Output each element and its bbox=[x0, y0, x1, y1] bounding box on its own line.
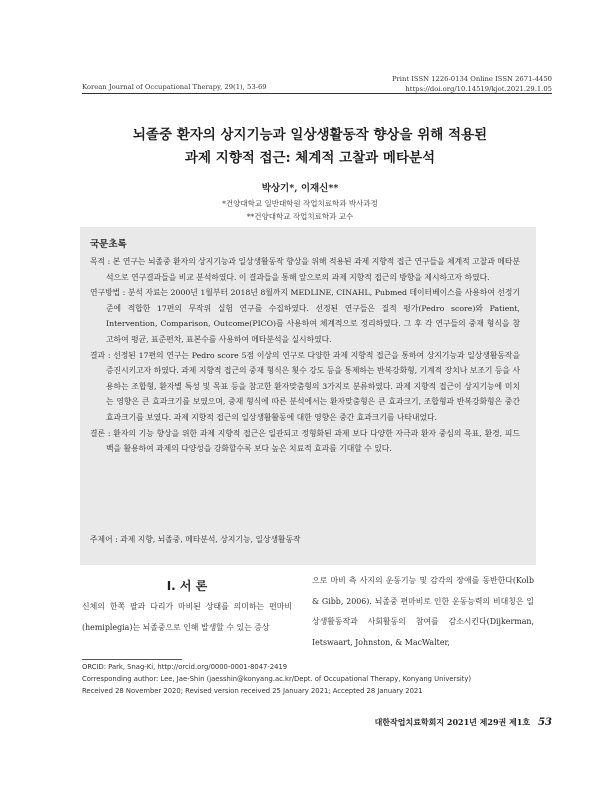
article-title bbox=[60, 124, 560, 170]
issn-line: Print ISSN 1226-0134 Online ISSN 2671-4450 bbox=[391, 75, 552, 83]
page-number: 53 bbox=[538, 717, 552, 728]
journal-identifiers bbox=[392, 74, 552, 94]
authors: 박상기*, 이재신** bbox=[261, 183, 339, 194]
header-rule bbox=[82, 93, 552, 94]
affiliation-1: *건양대학교 일반대학원 작업치료학과 박사과정 bbox=[222, 199, 378, 208]
title-line-2: 과제 지향적 접근: 체계적 고찰과 메타분석 bbox=[184, 150, 436, 166]
title-line-1: 뇌졸중 환자의 상지기능과 일상생활동작 향상을 위해 적용된 bbox=[132, 127, 488, 143]
abstract-body bbox=[90, 254, 520, 457]
abstract-title: 국문초록 bbox=[90, 239, 127, 250]
abstract-methods: 연구방법 : 분석 자료는 2000년 1월부터 2018년 8월까지 MEDLINE, CINAHL, Pubmed 데이터베이스를 사용하여 선정기준에 적합한 17편의 무작위 실험 연구를 수집하였다. 선정된 연구들은 질적 평가(Pedro score)와 Patient, Intervention, Comparison, Outcome(PICO)를 사용하여 체계적으로 정리하였다. 그 후 각 연구들의 중재 형식을 참고하여 평균, 표준편차, 표본수를 사용하여 메타분석을 실시하였다. bbox=[90, 288, 520, 344]
footnote-rule bbox=[82, 659, 182, 660]
intro-right-column: 으로 마비 측 사지의 운동기능 및 감각의 장애를 동반한다(Kolb & Gibb, 2006). 뇌졸중 편마비로 인한 운동능력의 비대칭은 일상생활동작과 사회활동의 참여를 감소시킨다(Dijkerman, Ietswaart, Johnston, & MacWalter, bbox=[312, 576, 534, 647]
section-heading-introduction: Ⅰ. 서 론 bbox=[166, 579, 208, 593]
journal-citation: Korean Journal of Occupational Therapy, 29(1), 53-69 bbox=[82, 83, 267, 91]
footnotes bbox=[82, 661, 471, 697]
footnote-corresponding: Corresponding author: Lee, Jae-Shin (jaesshin@konyang.ac.kr/Dept. of Occupational Therapy, Konyang University) bbox=[82, 675, 472, 683]
abstract-results: 결과 : 선정된 17편의 연구는 Pedro score 5점 이상의 연구로 다양한 과제 지향적 접근을 통하여 상지기능과 일상생활동작을 증진시키고자 하였다. 과제 지향적 접근의 중재 형식은 횟수 강도 등을 통제하는 반복강화형, 기계적 장치나 보조기 등을 사용하는 조합형, 환자별 특성 및 목표 등을 참고한 환자맞춤형의 3가지로 분류하였다. 과제 지향적 접근이 상지기능에 미치는 영향은 큰 효과크기를 보였으며, 중재 형식에 따른 분석에서는 환자맞춤형은 큰 효과크기, 조합형과 반복강화형은 중간 효과크기를 보였다. 과제 지향적 접근의 일상생활활동에 대한 영향은 중간 효과크기를 나타내었다. bbox=[90, 350, 520, 422]
footnote-dates: Received 28 November 2020; Revised version received 25 January 2021; Accepted 28 January 2021 bbox=[82, 687, 423, 695]
abstract-conclusion: 결론 : 환자의 기능 향상을 위한 과제 지향적 접근은 일관되고 정형화된 과제 보다 다양한 자극과 환자 중심의 목표, 환경, 피드백을 활용하여 과제의 다양성을 강화할수록 보다 높은 치료적 효과를 기대할 수 있다. bbox=[90, 428, 520, 454]
abstract-purpose: 목적 : 본 연구는 뇌졸중 환자의 상지기능과 일상생활동작 향상을 위해 적용된 과제 지향적 접근 연구들을 체계적 고찰과 메타분석으로 연구결과들을 비교 분석하였다. 이 결과들을 통해 앞으로의 과제 지향적 접근의 방향을 제시하고자 하였다. bbox=[90, 257, 520, 282]
abstract-keywords: 주제어 : 과제 지향, 뇌졸중, 메타분석, 상지기능, 일상생활동작 bbox=[90, 535, 301, 544]
doi-link[interactable]: https://doi.org/10.14519/kjot.2021.29.1.05 bbox=[405, 85, 552, 93]
footer-journal-issue: 대한작업치료학회지 2021년 제29권 제1호 bbox=[374, 717, 531, 727]
affiliation-2: **건양대학교 작업치료학과 교수 bbox=[246, 212, 354, 221]
footnote-orcid[interactable]: ORCID: Park, Snag-Ki, http://orcid.org/0000-0001-8047-2419 bbox=[82, 663, 288, 671]
intro-left-column: 신체의 한쪽 팔과 다리가 마비된 상태를 의미하는 편마비(hemiplegia)는 뇌졸중으로 인해 발생할 수 있는 증상 bbox=[82, 602, 292, 632]
page-footer bbox=[375, 717, 552, 728]
